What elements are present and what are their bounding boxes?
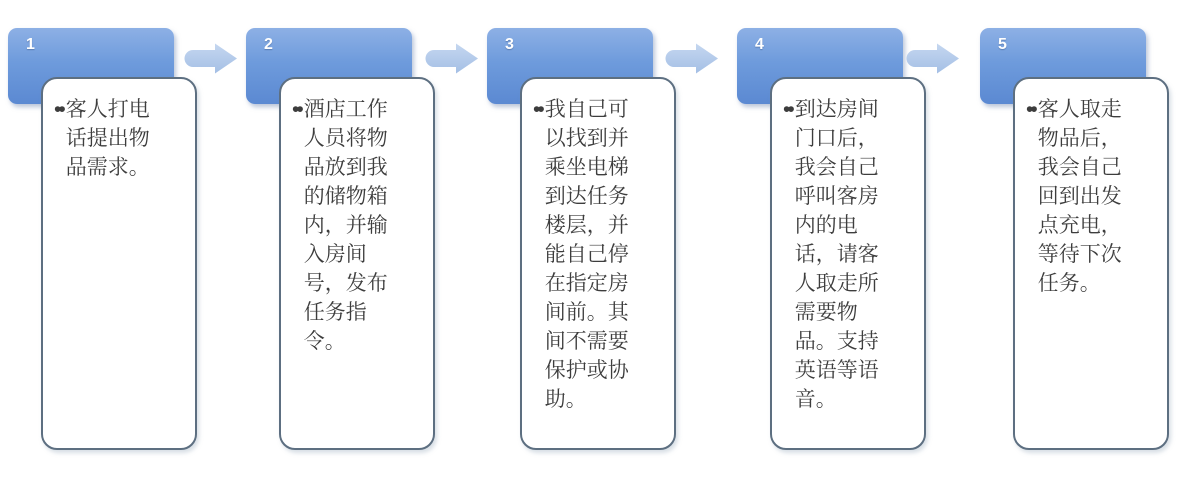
step-panel-5 (980, 0, 1180, 481)
step-number: 2 (264, 36, 273, 53)
step-card-3 (520, 77, 676, 450)
step-number: 4 (755, 36, 764, 53)
step-text: 客人打电话提出物品需求。 (65, 98, 150, 179)
step-card-4 (770, 77, 926, 450)
step-number: 3 (505, 36, 514, 53)
arrow-right-icon (181, 42, 239, 75)
step-text: 我自己可以找到并乘坐电梯到达任务楼层，并能自己停在指定房间前。其间不需要保护或协助。 (544, 98, 629, 411)
step-text-line (54, 95, 187, 182)
step-card-5 (1013, 77, 1169, 450)
arrow-right-icon (903, 42, 961, 75)
bullet-marker: •• (533, 98, 542, 121)
step-number: 5 (998, 36, 1007, 53)
step-panel-3 (487, 0, 687, 481)
bullet-marker: •• (292, 98, 301, 121)
step-text-line (783, 95, 916, 414)
step-text: 到达房间门口后，我会自己呼叫客房内的电话，请客人取走所需要物品。支持英语等语音。 (794, 98, 879, 411)
arrow-right-icon (422, 42, 480, 75)
step-text: 客人取走物品后，我会自己回到出发点充电，等待下次任务。 (1037, 98, 1122, 295)
step-panel-1 (8, 0, 208, 481)
step-panel-2 (246, 0, 446, 481)
bullet-marker: •• (54, 98, 63, 121)
step-text: 酒店工作人员将物品放到我的储物箱内，并输入房间号，发布任务指令。 (303, 98, 388, 353)
step-card-2 (279, 77, 435, 450)
step-text-line (1026, 95, 1159, 298)
step-text-line (292, 95, 425, 356)
step-text-line (533, 95, 666, 414)
step-card-1 (41, 77, 197, 450)
bullet-marker: •• (783, 98, 792, 121)
arrow-right-icon (662, 42, 720, 75)
step-number: 1 (26, 36, 35, 53)
bullet-marker: •• (1026, 98, 1035, 121)
